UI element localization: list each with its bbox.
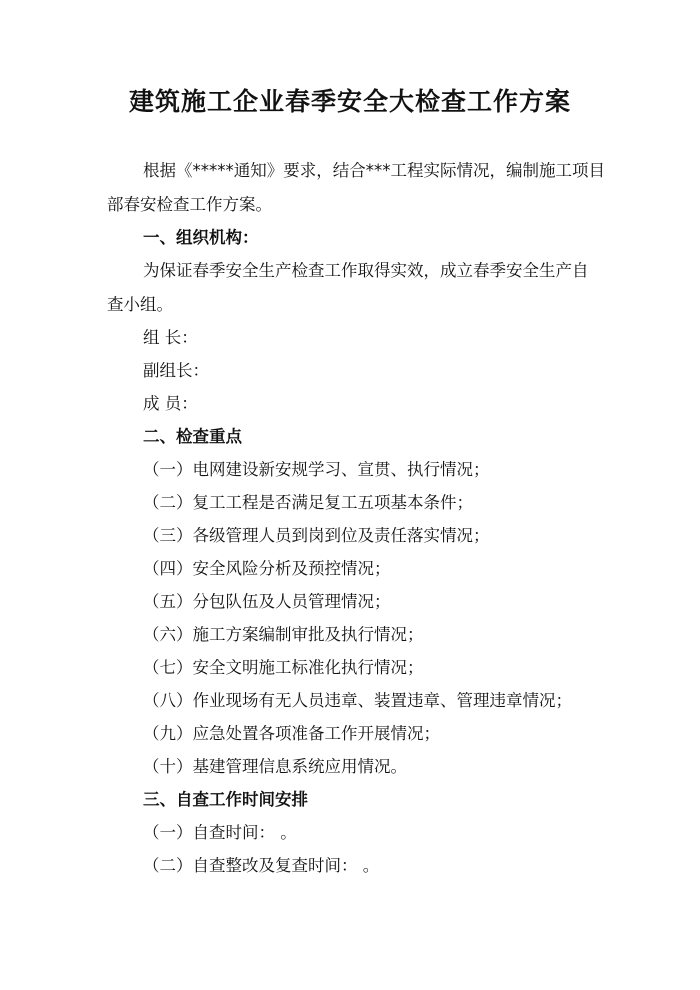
list-item: （四）安全风险分析及预控情况； — [143, 559, 391, 578]
list-item: （一）自查时间： 。 — [143, 823, 297, 842]
list-item: （七）安全文明施工标准化执行情况； — [143, 658, 424, 677]
intro-line-2: 部春安检查工作方案。 — [107, 195, 272, 214]
team-members-line: 成 员： — [143, 394, 198, 413]
section1-para-line-2: 查小组。 — [107, 295, 173, 314]
list-item: （三）各级管理人员到岗到位及责任落实情况； — [143, 526, 490, 545]
list-item: （十）基建管理信息系统应用情况。 — [143, 757, 407, 776]
list-item: （八）作业现场有无人员违章、装置违章、管理违章情况； — [143, 691, 572, 710]
intro-line-1: 根据《*****通知》要求，结合***工程实际情况，编制施工项目 — [143, 161, 605, 180]
document-title: 建筑施工企业春季安全大检查工作方案 — [128, 87, 571, 116]
section3-heading: 三、自查工作时间安排 — [143, 790, 308, 809]
list-item: （二）自查整改及复查时间： 。 — [143, 856, 380, 875]
section1-heading: 一、组织机构： — [143, 228, 259, 247]
team-deputy-line: 副组长： — [143, 361, 209, 380]
team-leader-line: 组 长： — [143, 328, 198, 347]
list-item: （五）分包队伍及人员管理情况； — [143, 592, 391, 611]
list-item: （一）电网建设新安规学习、宣贯、执行情况； — [143, 460, 490, 479]
list-item: （六）施工方案编制审批及执行情况； — [143, 625, 424, 644]
section1-para-line-1: 为保证春季安全生产检查工作取得实效，成立春季安全生产自 — [143, 261, 589, 280]
list-item: （二）复工工程是否满足复工五项基本条件； — [143, 493, 473, 512]
list-item: （九）应急处置各项准备工作开展情况； — [143, 724, 440, 743]
section2-heading: 二、检查重点 — [143, 427, 242, 446]
